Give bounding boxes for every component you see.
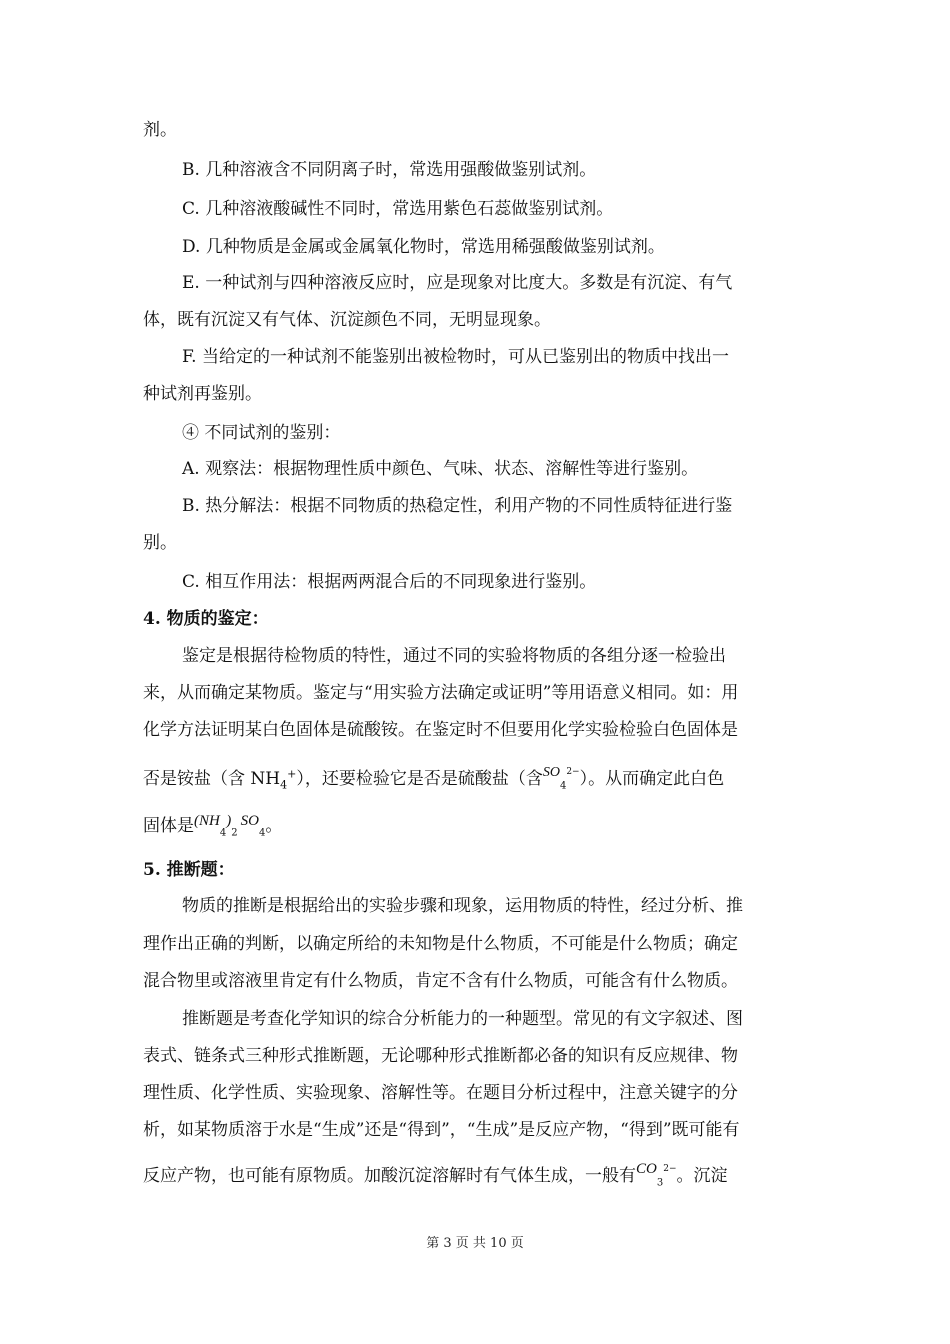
text-line: 化学方法证明某白色固体是硫酸铵。在鉴定时不但要用化学实验检验白色固体是 (143, 720, 738, 740)
text-line: 体，既有沉淀又有气体、沉淀颜色不同，无明显现象。 (143, 310, 551, 330)
subscript: 4 (219, 827, 227, 839)
subscript: 4 (280, 778, 288, 792)
text-line: 别。 (143, 533, 177, 553)
text-line: 剂。 (143, 120, 177, 140)
text-line: E. 一种试剂与四种溶液反应时，应是现象对比度大。多数是有沉淀、有气 (182, 273, 733, 293)
text-segment: ），还要检验它是否是硫酸盐（含 (296, 769, 543, 789)
subscript: 4 (258, 827, 266, 839)
page-footer: 第 3 页 共 10 页 (426, 1236, 524, 1251)
subscript: 2 (231, 827, 238, 839)
text-line: F. 当给定的一种试剂不能鉴别出被检物时，可从已鉴别出的物质中找出一 (182, 347, 729, 367)
section-heading: 5. 推断题： (143, 860, 235, 880)
subscript: 3 (656, 1177, 664, 1189)
text-segment: 反应产物，也可能有原物质。加酸沉淀溶解时有气体生成，一般有 (143, 1166, 636, 1186)
text-segment: 否是铵盐（含 NH (143, 769, 281, 789)
formula-base: SO (542, 765, 560, 780)
text-line: B. 热分解法：根据不同物质的热稳定性，利用产物的不同性质特征进行鉴 (182, 496, 733, 516)
text-line: 种试剂再鉴别。 (143, 384, 262, 404)
text-line: B. 几种溶液含不同阴离子时，常选用强酸做鉴别试剂。 (182, 160, 597, 180)
text-line: 混合物里或溶液里肯定有什么物质，肯定不含有什么物质，可能含有什么物质。 (143, 971, 738, 991)
ammonium-sulfate-formula (194, 814, 265, 839)
sulfate-ion-formula (543, 767, 580, 793)
text-line: 来，从而确定某物质。鉴定与“用实验方法确定或证明”等用语意义相同。如：用 (143, 683, 739, 703)
text-line: 鉴定是根据待检物质的特性，通过不同的实验将物质的各组分逐一检验出 (182, 646, 726, 666)
formula-base: CO (636, 1161, 657, 1177)
text-line: 析，如某物质溶于水是“生成”还是“得到”，“生成”是反应产物，“得到”既可能有 (143, 1120, 740, 1140)
text-line: 理作出正确的判断，以确定所给的未知物是什么物质，不可能是什么物质；确定 (143, 934, 738, 954)
text-segment: 固体是 (143, 816, 194, 836)
text-segment: 。 (265, 816, 283, 836)
superscript: 2− (566, 767, 580, 778)
text-line: C. 几种溶液酸碱性不同时，常选用紫色石蕊做鉴别试剂。 (182, 199, 614, 219)
text-line: C. 相互作用法：根据两两混合后的不同现象进行鉴别。 (182, 572, 597, 592)
text-line: 理性质、化学性质、实验现象、溶解性等。在题目分析过程中，注意关键字的分 (143, 1083, 738, 1103)
formula-part: SO (240, 813, 259, 829)
text-line: ④ 不同试剂的鉴别： (182, 423, 341, 443)
text-line: 物质的推断是根据给出的实验步骤和现象，运用物质的特性，经过分析、推 (182, 896, 743, 916)
formula-part: ) (226, 813, 232, 829)
text-line: 推断题是考查化学知识的综合分析能力的一种题型。常见的有文字叙述、图 (182, 1009, 743, 1029)
text-line: A. 观察法：根据物理性质中颜色、气味、状态、溶解性等进行鉴别。 (182, 459, 699, 479)
section-heading: 4. 物质的鉴定： (143, 609, 269, 629)
text-line-with-formula (143, 1161, 813, 1189)
text-segment: 。沉淀 (676, 1166, 728, 1186)
formula-part: (NH (194, 813, 220, 829)
subscript: 4 (559, 780, 567, 792)
superscript: 2− (663, 1164, 677, 1175)
text-line: 表式、链条式三种形式推断题，无论哪种形式推断都必备的知识有反应规律、物 (143, 1046, 738, 1066)
superscript: + (287, 767, 297, 781)
carbonate-ion-formula (636, 1161, 677, 1189)
text-line-with-formula (143, 767, 813, 793)
text-line-with-formula (143, 814, 813, 839)
text-segment: ）。从而确定此白色 (579, 769, 725, 789)
text-line: D. 几种物质是金属或金属氧化物时，常选用稀强酸做鉴别试剂。 (182, 237, 665, 257)
